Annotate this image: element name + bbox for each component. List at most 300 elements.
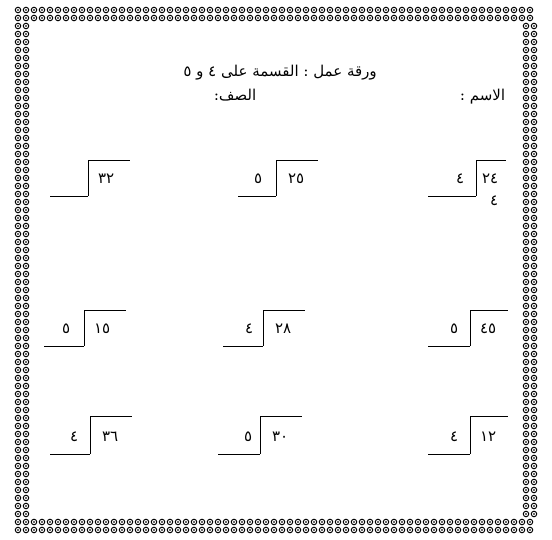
border-ornament (255, 7, 260, 12)
border-ornament (531, 175, 536, 180)
border-ornament (523, 31, 528, 36)
border-ornament (31, 15, 36, 20)
border-ornament (271, 15, 276, 20)
border-ornament (15, 47, 20, 52)
border-ornament (223, 7, 228, 12)
border-ornament (375, 15, 380, 20)
border-ornament (23, 111, 28, 116)
border-ornament (479, 15, 484, 20)
border-ornament (23, 223, 28, 228)
border-ornament (15, 191, 20, 196)
border-ornament (23, 255, 28, 260)
border-ornament (359, 519, 364, 524)
border-ornament (531, 311, 536, 316)
border-ornament (415, 7, 420, 12)
border-ornament (63, 527, 68, 532)
border-ornament (383, 527, 388, 532)
border-ornament (503, 7, 508, 12)
border-ornament (23, 151, 28, 156)
border-ornament (207, 519, 212, 524)
border-ornament (335, 527, 340, 532)
border-ornament (495, 7, 500, 12)
border-ornament (531, 463, 536, 468)
border-ornament (523, 247, 528, 252)
border-ornament (531, 23, 536, 28)
border-ornament (447, 15, 452, 20)
border-ornament (23, 135, 28, 140)
border-ornament (531, 167, 536, 172)
border-ornament (15, 407, 20, 412)
border-ornament (523, 415, 528, 420)
border-ornament (15, 111, 20, 116)
border-ornament (167, 15, 172, 20)
border-ornament (15, 447, 20, 452)
border-ornament (527, 527, 532, 532)
border-ornament (47, 7, 52, 12)
border-ornament (191, 15, 196, 20)
border-ornament (439, 519, 444, 524)
border-ornament (95, 7, 100, 12)
border-ornament (479, 7, 484, 12)
border-ornament (247, 527, 252, 532)
border-ornament (207, 15, 212, 20)
border-ornament (15, 359, 20, 364)
border-ornament (31, 527, 36, 532)
dividend: ٣٦ (101, 427, 119, 445)
border-ornament (135, 527, 140, 532)
border-ornament (439, 15, 444, 20)
border-ornament (15, 231, 20, 236)
border-ornament (423, 519, 428, 524)
border-ornament (531, 503, 536, 508)
border-ornament (135, 15, 140, 20)
border-ornament (15, 23, 20, 28)
border-ornament (531, 335, 536, 340)
border-ornament (15, 143, 20, 148)
border-ornament (527, 15, 532, 20)
border-ornament (531, 199, 536, 204)
border-ornament (531, 31, 536, 36)
border-ornament (159, 15, 164, 20)
border-ornament (23, 295, 28, 300)
border-ornament (531, 471, 536, 476)
border-ornament (15, 175, 20, 180)
border-ornament (111, 7, 116, 12)
border-ornament (23, 351, 28, 356)
border-ornament (487, 15, 492, 20)
border-ornament (531, 63, 536, 68)
border-ornament (23, 207, 28, 212)
border-ornament (463, 7, 468, 12)
border-ornament (199, 15, 204, 20)
border-ornament (183, 519, 188, 524)
border-ornament (239, 7, 244, 12)
border-ornament (391, 527, 396, 532)
border-ornament (87, 519, 92, 524)
border-ornament (223, 519, 228, 524)
border-ornament (15, 87, 20, 92)
border-ornament (79, 519, 84, 524)
border-ornament (455, 15, 460, 20)
border-ornament (71, 7, 76, 12)
border-ornament (523, 207, 528, 212)
border-ornament (295, 7, 300, 12)
border-ornament (531, 71, 536, 76)
dividend: ١٢ (479, 427, 497, 445)
border-ornament (531, 479, 536, 484)
border-ornament (175, 527, 180, 532)
border-ornament (103, 527, 108, 532)
border-ornament (23, 343, 28, 348)
border-ornament (151, 527, 156, 532)
border-ornament (71, 527, 76, 532)
border-ornament (71, 519, 76, 524)
border-ornament (519, 519, 524, 524)
border-ornament (23, 495, 28, 500)
border-ornament (15, 423, 20, 428)
border-ornament (523, 79, 528, 84)
border-ornament (495, 15, 500, 20)
border-ornament (523, 47, 528, 52)
border-ornament (359, 7, 364, 12)
border-ornament (303, 7, 308, 12)
dividend: ٤٥ (479, 319, 497, 337)
border-ornament (523, 231, 528, 236)
border-ornament (239, 15, 244, 20)
border-ornament (523, 191, 528, 196)
border-ornament (63, 15, 68, 20)
border-ornament (15, 55, 20, 60)
border-ornament (15, 463, 20, 468)
border-ornament (271, 519, 276, 524)
border-ornament (23, 23, 28, 28)
border-ornament (23, 79, 28, 84)
border-ornament (23, 159, 28, 164)
border-ornament (351, 15, 356, 20)
border-ornament (15, 255, 20, 260)
border-ornament (23, 279, 28, 284)
border-ornament (439, 527, 444, 532)
border-ornament (15, 399, 20, 404)
border-ornament (263, 527, 268, 532)
border-ornament (523, 287, 528, 292)
border-ornament (15, 7, 20, 12)
border-ornament (111, 527, 116, 532)
border-ornament (15, 223, 20, 228)
border-ornament (23, 479, 28, 484)
border-ornament (399, 519, 404, 524)
border-ornament (159, 7, 164, 12)
border-ornament (247, 7, 252, 12)
border-ornament (23, 503, 28, 508)
border-ornament (455, 519, 460, 524)
border-ornament (523, 263, 528, 268)
border-ornament (127, 7, 132, 12)
border-ornament (531, 223, 536, 228)
border-ornament (531, 151, 536, 156)
border-ornament (531, 487, 536, 492)
border-ornament (479, 527, 484, 532)
border-ornament (531, 327, 536, 332)
border-ornament (231, 15, 236, 20)
border-ornament (23, 519, 28, 524)
border-ornament (79, 527, 84, 532)
border-ornament (39, 519, 44, 524)
border-ornament (359, 527, 364, 532)
divisor: ٥ (253, 169, 263, 187)
border-ornament (15, 455, 20, 460)
border-ornament (15, 295, 20, 300)
border-ornament (391, 15, 396, 20)
border-ornament (183, 15, 188, 20)
border-ornament (15, 367, 20, 372)
border-ornament (287, 519, 292, 524)
border-ornament (23, 39, 28, 44)
border-ornament (523, 127, 528, 132)
border-ornament (23, 103, 28, 108)
border-ornament (23, 215, 28, 220)
border-ornament (23, 263, 28, 268)
divisor: ٤ (449, 427, 459, 445)
border-ornament (79, 7, 84, 12)
border-ornament (95, 15, 100, 20)
border-ornament (143, 7, 148, 12)
border-ornament (263, 519, 268, 524)
border-ornament (15, 415, 20, 420)
border-ornament (23, 95, 28, 100)
border-ornament (519, 7, 524, 12)
border-ornament (399, 15, 404, 20)
border-ornament (191, 7, 196, 12)
class-label: الصف: (213, 86, 257, 104)
border-ornament (263, 7, 268, 12)
border-ornament (23, 399, 28, 404)
border-ornament (39, 7, 44, 12)
border-ornament (471, 519, 476, 524)
border-ornament (55, 527, 60, 532)
border-ornament (391, 519, 396, 524)
border-ornament (15, 79, 20, 84)
border-ornament (503, 527, 508, 532)
border-ornament (15, 511, 20, 516)
border-ornament (455, 527, 460, 532)
border-ornament (191, 519, 196, 524)
border-ornament (23, 455, 28, 460)
border-ornament (523, 183, 528, 188)
border-ornament (531, 367, 536, 372)
border-ornament (295, 527, 300, 532)
border-ornament (523, 399, 528, 404)
border-ornament (523, 463, 528, 468)
border-ornament (391, 7, 396, 12)
border-ornament (527, 7, 532, 12)
border-ornament (23, 119, 28, 124)
border-ornament (351, 527, 356, 532)
border-ornament (531, 95, 536, 100)
border-ornament (319, 527, 324, 532)
border-ornament (303, 527, 308, 532)
border-ornament (407, 15, 412, 20)
border-ornament (531, 79, 536, 84)
border-ornament (531, 439, 536, 444)
border-ornament (111, 519, 116, 524)
border-ornament (319, 15, 324, 20)
border-ornament (523, 367, 528, 372)
border-ornament (367, 519, 372, 524)
border-ornament (463, 519, 468, 524)
border-ornament (531, 511, 536, 516)
border-ornament (335, 15, 340, 20)
border-ornament (15, 311, 20, 316)
border-ornament (523, 495, 528, 500)
border-ornament (23, 191, 28, 196)
border-ornament (527, 519, 532, 524)
border-ornament (23, 247, 28, 252)
border-ornament (471, 15, 476, 20)
border-ornament (15, 487, 20, 492)
border-ornament (63, 519, 68, 524)
border-ornament (531, 231, 536, 236)
border-ornament (183, 527, 188, 532)
border-ornament (15, 263, 20, 268)
divisor: ٥ (449, 319, 459, 337)
border-ornament (79, 15, 84, 20)
border-ornament (531, 423, 536, 428)
border-ornament (47, 15, 52, 20)
border-ornament (311, 527, 316, 532)
border-ornament (407, 527, 412, 532)
border-ornament (23, 47, 28, 52)
border-ornament (523, 143, 528, 148)
border-ornament (55, 519, 60, 524)
border-ornament (415, 527, 420, 532)
border-ornament (15, 15, 20, 20)
border-ornament (143, 15, 148, 20)
border-ornament (471, 527, 476, 532)
border-ornament (423, 15, 428, 20)
border-ornament (15, 335, 20, 340)
border-ornament (263, 15, 268, 20)
border-ornament (15, 207, 20, 212)
border-ornament (23, 15, 28, 20)
border-ornament (15, 319, 20, 324)
border-ornament (367, 15, 372, 20)
border-ornament (523, 487, 528, 492)
border-ornament (23, 327, 28, 332)
dividend: ٣٢ (97, 169, 115, 187)
border-ornament (523, 215, 528, 220)
border-ornament (143, 527, 148, 532)
border-ornament (523, 95, 528, 100)
border-ornament (23, 303, 28, 308)
border-ornament (167, 527, 172, 532)
border-ornament (23, 175, 28, 180)
border-ornament (295, 15, 300, 20)
border-ornament (523, 87, 528, 92)
border-ornament (23, 359, 28, 364)
border-ornament (523, 311, 528, 316)
border-ornament (279, 15, 284, 20)
border-ornament (15, 327, 20, 332)
border-ornament (523, 23, 528, 28)
border-ornament (531, 159, 536, 164)
border-ornament (199, 7, 204, 12)
border-ornament (151, 7, 156, 12)
border-ornament (223, 15, 228, 20)
border-ornament (23, 239, 28, 244)
border-ornament (135, 519, 140, 524)
border-ornament (523, 295, 528, 300)
border-ornament (143, 519, 148, 524)
border-ornament (271, 527, 276, 532)
border-ornament (47, 519, 52, 524)
border-ornament (431, 15, 436, 20)
border-ornament (15, 71, 20, 76)
worksheet-title: ورقة عمل : القسمة على ٤ و ٥ (183, 62, 377, 80)
border-ornament (215, 15, 220, 20)
border-ornament (23, 367, 28, 372)
border-ornament (119, 527, 124, 532)
border-ornament (87, 7, 92, 12)
border-ornament (23, 463, 28, 468)
border-ornament (311, 15, 316, 20)
dividend: ٢٨ (274, 319, 292, 337)
border-ornament (247, 519, 252, 524)
border-ornament (531, 279, 536, 284)
border-ornament (199, 519, 204, 524)
border-ornament (523, 239, 528, 244)
border-ornament (23, 439, 28, 444)
border-ornament (523, 303, 528, 308)
border-ornament (119, 519, 124, 524)
border-ornament (311, 7, 316, 12)
border-ornament (23, 55, 28, 60)
border-ornament (531, 183, 536, 188)
border-ornament (531, 495, 536, 500)
border-ornament (523, 351, 528, 356)
dividend: ٢٤ (481, 169, 499, 187)
border-ornament (319, 519, 324, 524)
border-ornament (523, 151, 528, 156)
border-ornament (383, 7, 388, 12)
border-ornament (375, 7, 380, 12)
border-ornament (287, 15, 292, 20)
border-ornament (23, 127, 28, 132)
border-ornament (23, 375, 28, 380)
border-ornament (327, 527, 332, 532)
border-ornament (15, 239, 20, 244)
border-ornament (375, 527, 380, 532)
border-ornament (23, 167, 28, 172)
border-ornament (523, 479, 528, 484)
border-ornament (351, 7, 356, 12)
border-ornament (15, 31, 20, 36)
border-ornament (523, 199, 528, 204)
border-ornament (63, 7, 68, 12)
border-ornament (15, 527, 20, 532)
border-ornament (523, 391, 528, 396)
border-ornament (23, 319, 28, 324)
border-ornament (431, 527, 436, 532)
border-ornament (531, 119, 536, 124)
border-ornament (375, 519, 380, 524)
border-ornament (523, 255, 528, 260)
border-ornament (15, 103, 20, 108)
border-ornament (15, 151, 20, 156)
border-ornament (531, 351, 536, 356)
border-ornament (415, 519, 420, 524)
border-ornament (55, 7, 60, 12)
